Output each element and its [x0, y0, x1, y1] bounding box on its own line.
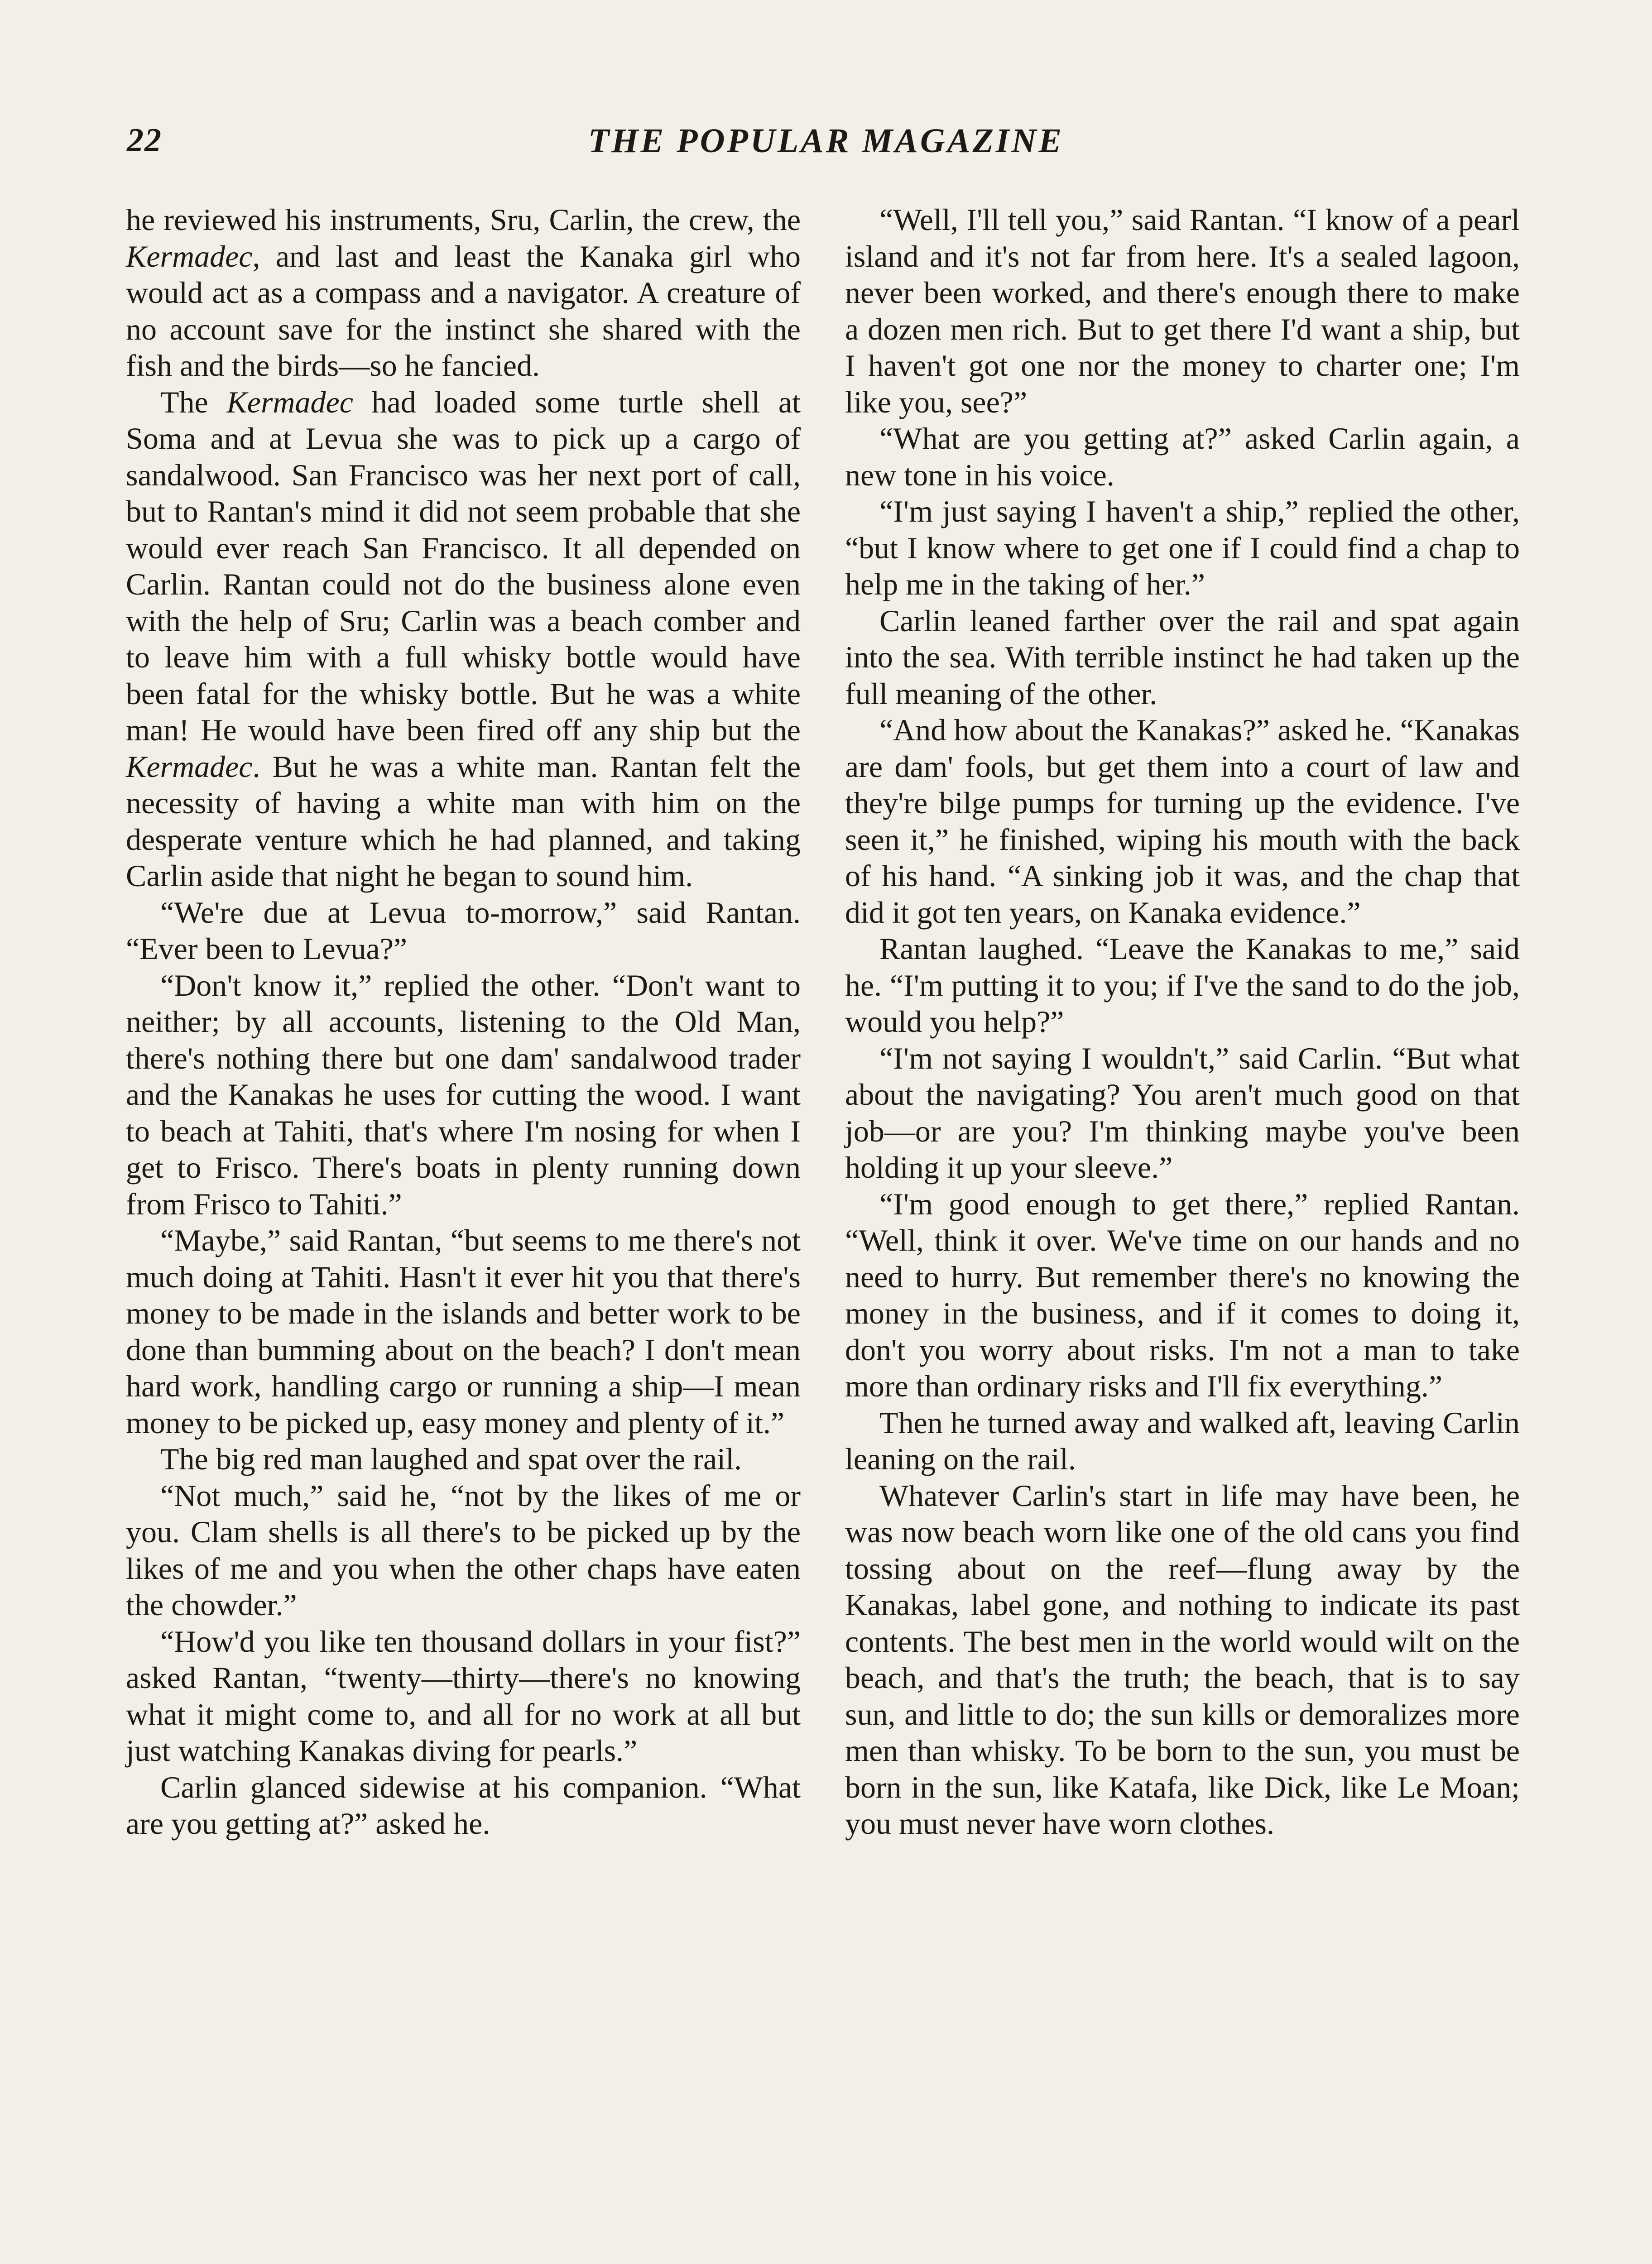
- paragraph: “I'm not saying I wouldn't,” said Carlin. “But what about the navigating? You aren't much good on that job—or are you? I'm thinking maybe you've been holding it up your sleeve.”: [845, 1041, 1520, 1185]
- paragraph: “Don't know it,” replied the other. “Don't want to neither; by all accounts, listening to the Old Man, there's nothing there but one dam' sandalwood trader and the Kanakas he uses for cutting the wood. I want to beach at Tahiti, that's where I'm nosing for when I get to Frisco. There's boats in plenty running down from Frisco to Tahiti.”: [126, 968, 801, 1221]
- paragraph: Carlin leaned farther over the rail and spat again into the sea. With terrible instinct he had taken up the full meaning of the other.: [845, 603, 1520, 711]
- ship-name: Kermadec: [126, 749, 253, 784]
- running-head: THE POPULAR MAGAZINE: [588, 122, 1064, 160]
- paragraph: Then he turned away and walked aft, leaving Carlin leaning on the rail.: [845, 1405, 1520, 1476]
- paragraph: “What are you getting at?” asked Carlin again, a new tone in his voice.: [845, 421, 1520, 492]
- paragraph: “And how about the Kanakas?” asked he. “Kanakas are dam' fools, but get them into a court of law and they're bilge pumps for turning up the evidence. I've seen it,” he finished, wiping his mouth with the back of his hand. “A sinking job it was, and the chap that did it got ten years, on Kanaka evidence.”: [845, 713, 1520, 930]
- paragraph: “Maybe,” said Rantan, “but seems to me there's not much doing at Tahiti. Hasn't it ever hit you that there's money to be made in the islands and better work to be done than bumming about on the beach? I don't mean hard work, handling cargo or running a ship—I mean money to be picked up, easy money and plenty of it.”: [126, 1223, 801, 1440]
- ship-name: Kermadec: [226, 384, 353, 419]
- paragraph: he reviewed his instruments, Sru, Carlin, the crew, the Kermadec, and last and least the Kanaka girl who would act as a compass and a navigator. A creature of no account save for the instinct she shared with the fish and the birds—so he fancied.: [126, 202, 801, 383]
- paragraph: Whatever Carlin's start in life may have been, he was now beach worn like one of the old cans you find tossing about on the reef—flung away by the Kanakas, label gone, and nothing to indicate its past contents. The best men in the world would wilt on the beach, and that's the truth; the beach, that is to say sun, and little to do; the sun kills or demoralizes more men than whisky. To be born to the sun, you must be born in the sun, like Katafa, like Dick, like Le Moan; you must never have worn clothes.: [845, 1478, 1520, 1841]
- paragraph: “How'd you like ten thousand dollars in your fist?” asked Rantan, “twenty—thirty—there's no knowing what it might come to, and all for no work at all but just watching Kanakas diving for pearls.”: [126, 1624, 801, 1768]
- paragraph: “Not much,” said he, “not by the likes of me or you. Clam shells is all there's to be picked up by the likes of me and you when the other chaps have eaten the chowder.”: [126, 1478, 801, 1622]
- paragraph: The Kermadec had loaded some turtle shell at Soma and at Levua she was to pick up a cargo of sandalwood. San Francisco was her next port of call, but to Rantan's mind it did not seem probable that she would ever reach San Francisco. It all depended on Carlin. Rantan could not do the business alone even with the help of Sru; Carlin was a beach comber and to leave him with a full whisky bottle would have been fatal for the whisky bottle. But he was a white man! He would have been fired off any ship but the Kermadec. But he was a white man. Rantan felt the necessity of having a white man with him on the desperate venture which he had planned, and taking Carlin aside that night he began to sound him.: [126, 384, 801, 893]
- page-number: 22: [127, 122, 162, 159]
- paragraph: “We're due at Levua to-morrow,” said Rantan. “Ever been to Levua?”: [126, 895, 801, 966]
- paragraph: “Well, I'll tell you,” said Rantan. “I know of a pearl island and it's not far from here. It's a sealed lagoon, never been worked, and there's enough there to make a dozen men rich. But to get there I'd want a ship, but I haven't got one nor the money to charter one; I'm like you, see?”: [845, 202, 1520, 419]
- paragraph: Rantan laughed. “Leave the Kanakas to me,” said he. “I'm putting it to you; if I've the sand to do the job, would you help?”: [845, 931, 1520, 1039]
- paragraph: “I'm just saying I haven't a ship,” replied the other, “but I know where to get one if I could find a chap to help me in the taking of her.”: [845, 494, 1520, 601]
- left-column: [126, 201, 801, 1842]
- paragraph: Carlin glanced sidewise at his companion. “What are you getting at?” asked he.: [126, 1770, 801, 1841]
- paragraph: “I'm good enough to get there,” replied Rantan. “Well, think it over. We've time on our hands and no need to hurry. But remember there's no knowing the money in the business, and if it comes to doing it, don't you worry about risks. I'm not a man to take more than ordinary risks and I'll fix everything.”: [845, 1186, 1520, 1403]
- paragraph: The big red man laughed and spat over the rail.: [160, 1442, 742, 1476]
- right-column: [845, 201, 1520, 1842]
- ship-name: Kermadec: [126, 239, 253, 273]
